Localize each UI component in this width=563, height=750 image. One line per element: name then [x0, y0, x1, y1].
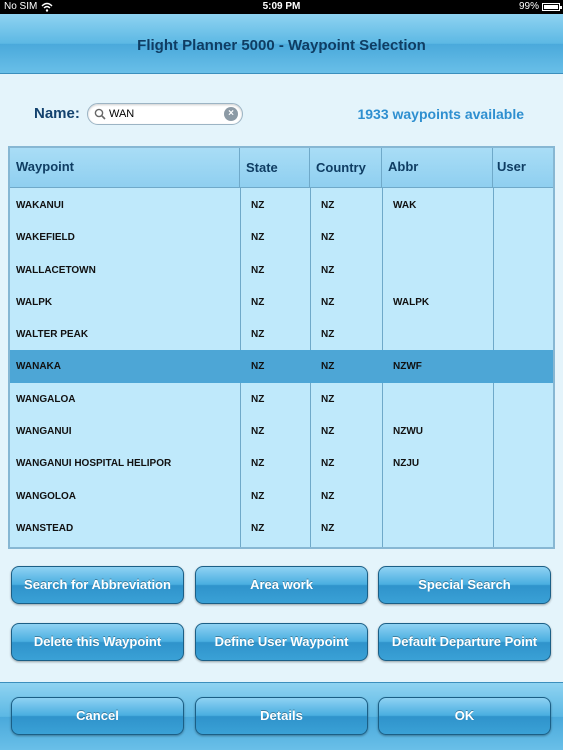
- search-input[interactable]: [109, 106, 221, 122]
- table-row[interactable]: [10, 189, 553, 221]
- cell-state: NZ: [251, 264, 265, 276]
- area-work-button[interactable]: Area work: [195, 566, 368, 604]
- name-label: Name:: [34, 105, 80, 122]
- table-row[interactable]: [10, 350, 553, 382]
- status-bar: [0, 0, 563, 14]
- cell-waypoint: WAKEFIELD: [16, 232, 75, 244]
- column-header-user[interactable]: User: [497, 159, 526, 174]
- cell-waypoint: WANGOLOA: [16, 490, 76, 502]
- cell-abbr: NZWU: [393, 426, 423, 438]
- cell-country: NZ: [321, 361, 335, 373]
- column-header-country[interactable]: Country: [310, 148, 382, 188]
- cell-country: NZ: [321, 296, 335, 308]
- column-header-waypoint[interactable]: Waypoint: [10, 148, 240, 188]
- battery-percent: 99%: [518, 1, 539, 12]
- cell-waypoint: WALLACETOWN: [16, 264, 96, 276]
- cell-abbr: NZWF: [393, 361, 422, 373]
- search-abbreviation-button[interactable]: Search for Abbreviation: [11, 566, 184, 604]
- table-body: [10, 189, 553, 544]
- default-departure-button[interactable]: Default Departure Point: [378, 623, 551, 661]
- cell-state: NZ: [251, 200, 265, 211]
- page-title: Flight Planner 5000 - Waypoint Selection: [137, 37, 426, 54]
- carrier-label: No SIM: [4, 1, 38, 12]
- clear-icon[interactable]: ×: [224, 107, 238, 121]
- cell-waypoint: WANGANUI HOSPITAL HELIPOR: [16, 458, 172, 470]
- delete-waypoint-button[interactable]: Delete this Waypoint: [11, 623, 184, 661]
- cell-country: NZ: [321, 232, 335, 244]
- special-search-button[interactable]: Special Search: [378, 566, 551, 604]
- cell-country: NZ: [321, 426, 335, 438]
- cell-waypoint: WANGALOA: [16, 393, 76, 405]
- table-row[interactable]: [10, 286, 553, 318]
- cell-state: NZ: [251, 296, 265, 308]
- title-bar: [0, 14, 563, 74]
- cell-waypoint: WAKANUI: [16, 200, 64, 211]
- table-row[interactable]: [10, 512, 553, 544]
- cancel-button[interactable]: Cancel: [11, 697, 184, 735]
- cell-country: NZ: [321, 200, 335, 211]
- table-row[interactable]: [10, 415, 553, 447]
- cell-abbr: WALPK: [393, 296, 430, 308]
- cell-waypoint: WANSTEAD: [16, 522, 74, 534]
- cell-waypoint: WALPK: [16, 296, 53, 308]
- cell-country: NZ: [321, 522, 335, 534]
- ok-button[interactable]: OK: [378, 697, 551, 735]
- clock: 5:09 PM: [262, 1, 301, 12]
- cell-abbr: WAK: [393, 200, 417, 211]
- cell-state: NZ: [251, 522, 265, 534]
- table-row[interactable]: [10, 254, 553, 286]
- cell-abbr: NZJU: [393, 458, 420, 470]
- cell-state: NZ: [251, 426, 265, 438]
- table-row[interactable]: [10, 318, 553, 350]
- waypoint-table: [8, 146, 555, 549]
- cell-country: NZ: [321, 264, 335, 276]
- cell-country: NZ: [321, 329, 335, 341]
- cell-waypoint: WALTER PEAK: [16, 329, 89, 341]
- table-header: [10, 148, 553, 188]
- bottom-toolbar: [0, 682, 563, 750]
- search-field[interactable]: [87, 103, 243, 125]
- column-header-state[interactable]: State: [240, 148, 310, 188]
- cell-country: NZ: [321, 393, 335, 405]
- waypoints-count: 1933 waypoints available: [357, 106, 524, 122]
- cell-country: NZ: [321, 458, 335, 470]
- table-row[interactable]: [10, 480, 553, 512]
- cell-state: NZ: [251, 232, 265, 244]
- cell-state: NZ: [251, 329, 265, 341]
- cell-country: NZ: [321, 490, 335, 502]
- cell-state: NZ: [251, 361, 265, 373]
- search-icon: [94, 108, 106, 120]
- define-user-waypoint-button[interactable]: Define User Waypoint: [195, 623, 368, 661]
- cell-waypoint: WANGANUI: [16, 426, 72, 438]
- table-row[interactable]: [10, 383, 553, 415]
- table-row[interactable]: [10, 221, 553, 253]
- details-button[interactable]: Details: [195, 697, 368, 735]
- cell-state: NZ: [251, 458, 265, 470]
- battery-icon: [542, 3, 560, 11]
- cell-waypoint: WANAKA: [16, 361, 61, 373]
- cell-state: NZ: [251, 393, 265, 405]
- table-row[interactable]: [10, 447, 553, 479]
- cell-state: NZ: [251, 490, 265, 502]
- column-header-abbr[interactable]: Abbr: [382, 148, 493, 188]
